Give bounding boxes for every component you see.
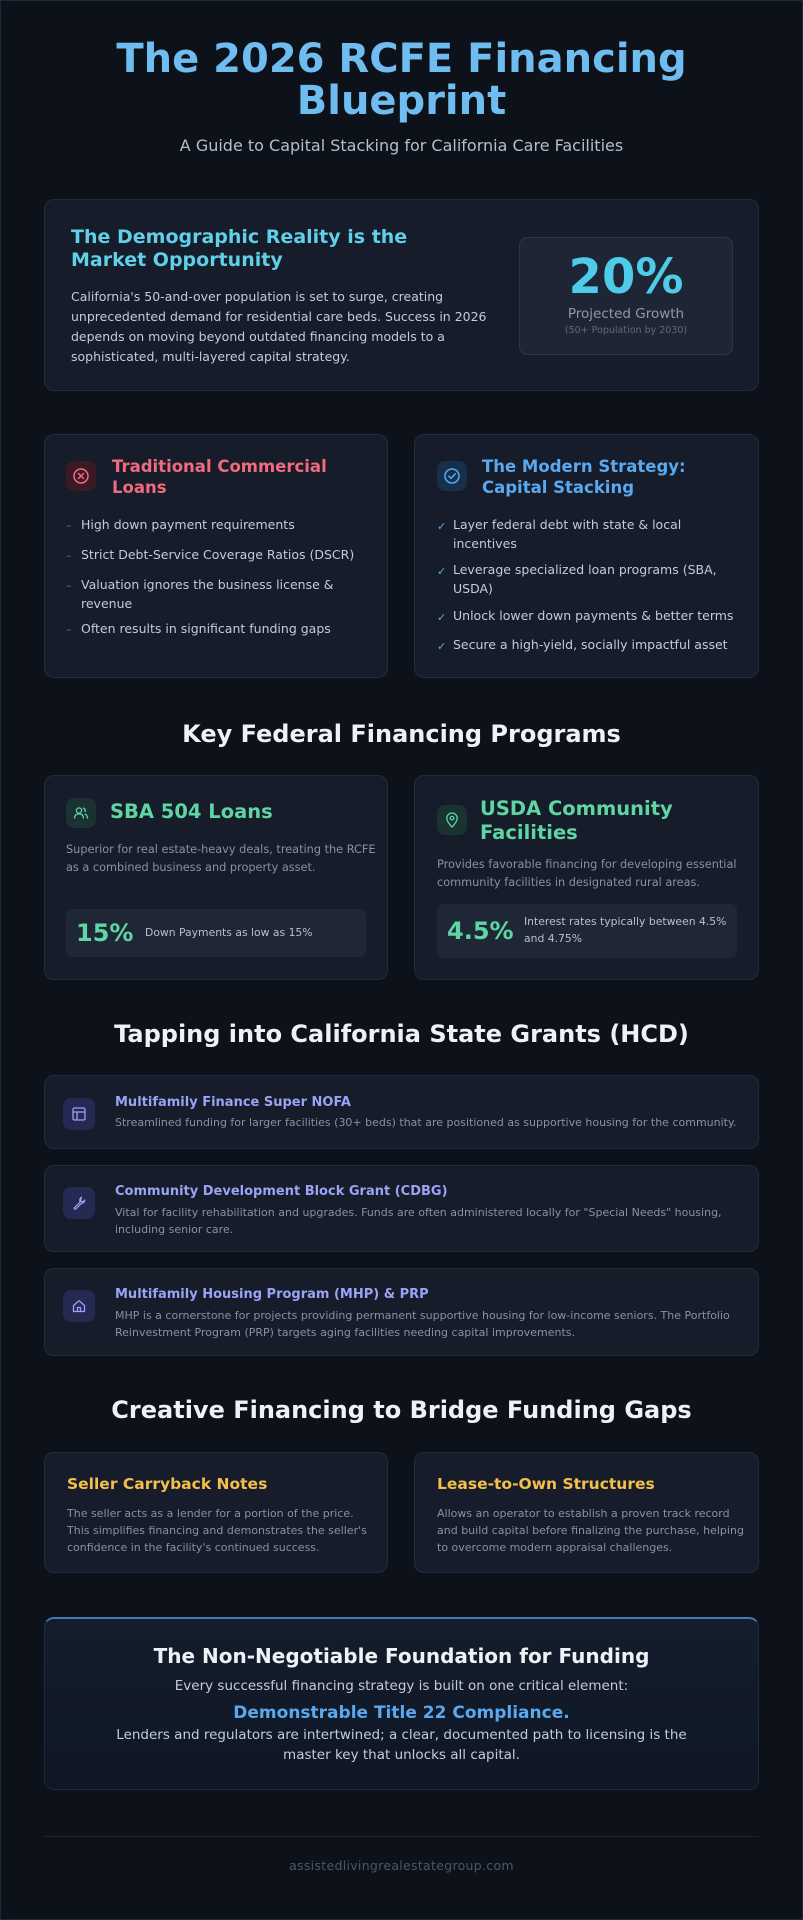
- foundation-body: Lenders and regulators are intertwined; a clear, documented path to licensing is the master key that unlocks all capital.: [116, 1727, 687, 1763]
- list-item: ✓ Layer federal debt with state & local incentives: [437, 517, 682, 551]
- seller-carryback-card: [44, 1452, 388, 1573]
- list-item: ✓ Secure a high-yield, socially impactful asset: [437, 637, 728, 653]
- seller-heading: Seller Carryback Notes: [67, 1475, 268, 1493]
- usda-stat-value: 4.5%: [447, 917, 514, 945]
- usda-body: Provides favorable financing for developing essential community facilities in designated rural areas.: [437, 858, 737, 889]
- super-nofa-title: Multifamily Finance Super NOFA: [115, 1095, 351, 1110]
- cdbg-title: Community Development Block Grant (CDBG): [115, 1184, 448, 1199]
- lease-heading: Lease-to-Own Structures: [437, 1475, 655, 1493]
- projected-growth-stat: [519, 237, 733, 355]
- list-item: – Valuation ignores the business license & revenue: [66, 577, 334, 611]
- list-item: – Strict Debt-Service Coverage Ratios (DSCR): [66, 547, 355, 562]
- wrench-icon: [63, 1187, 95, 1219]
- foundation-heading: The Non-Negotiable Foundation for Funding: [153, 1644, 650, 1668]
- list-item: ✓ Leverage specialized loan programs (SBA, USDA): [437, 562, 717, 596]
- layout-icon: [63, 1098, 95, 1130]
- usda-stat-label: Interest rates typically between 4.5% and 4.75%: [524, 915, 727, 945]
- stat-label: Projected Growth: [567, 306, 685, 322]
- sba-stat-label: Down Payments as low as 15%: [145, 926, 313, 939]
- state-section-title: Tapping into California State Grants (HCD): [114, 1020, 689, 1048]
- check-circle-icon: [437, 461, 467, 491]
- list-item: ✓ Unlock lower down payments & better terms: [437, 608, 734, 624]
- lease-body: Allows an operator to establish a proven track record and build capital before finalizing the purchase, helping to overcome modern appraisal challenges.: [437, 1507, 744, 1554]
- foundation-card: [44, 1617, 759, 1790]
- users-icon: [66, 798, 96, 828]
- sba-504-card: [44, 775, 388, 980]
- lease-to-own-card: [414, 1452, 759, 1573]
- page-subtitle: A Guide to Capital Stacking for California Care Facilities: [179, 136, 624, 155]
- demographic-heading: The Demographic Reality is the Market Opportunity: [71, 226, 408, 271]
- footer-link[interactable]: assistedlivingrealestategroup.com: [289, 1858, 514, 1873]
- footer-divider: [44, 1836, 759, 1837]
- modern-heading: The Modern Strategy: Capital Stacking: [482, 457, 686, 497]
- modern-strategy-card: [414, 434, 759, 678]
- cdbg-card: [44, 1165, 759, 1252]
- cdbg-desc: Vital for facility rehabilitation and upgrades. Funds are often administered locally for "Special Needs" housing, including senior care.: [115, 1206, 722, 1236]
- usda-card: [414, 775, 759, 980]
- list-item: – High down payment requirements: [66, 517, 295, 532]
- stat-value: 20%: [568, 249, 684, 305]
- list-item: – Often results in significant funding gaps: [66, 621, 331, 636]
- super-nofa-desc: Streamlined funding for larger facilities (30+ beds) that are positioned as supportive housing for the community.: [115, 1116, 737, 1129]
- demographic-card: [44, 199, 759, 391]
- stat-sublabel: (50+ Population by 2030): [564, 325, 688, 336]
- usda-stat: [437, 904, 737, 958]
- mhp-desc: MHP is a cornerstone for projects providing permanent supportive housing for low-income seniors. The Portfolio Reinvestment Program (PRP) targets aging facilities needing capital improvements.: [115, 1309, 730, 1339]
- sba-body: Superior for real estate-heavy deals, treating the RCFE as a combined business and property asset.: [66, 843, 376, 874]
- foundation-intro: Every successful financing strategy is built on one critical element:: [174, 1678, 629, 1694]
- mhp-title: Multifamily Housing Program (MHP) & PRP: [115, 1287, 429, 1302]
- page-title: The 2026 RCFE Financing Blueprint: [116, 36, 687, 124]
- x-circle-icon: [66, 461, 96, 491]
- foundation-highlight: Demonstrable Title 22 Compliance.: [233, 1703, 570, 1723]
- traditional-heading: Traditional Commercial Loans: [112, 457, 327, 497]
- seller-body: The seller acts as a lender for a portion of the price. This simplifies financing and demonstrates the seller's confidence in the facility's continued success.: [67, 1507, 367, 1554]
- home-icon: [63, 1290, 95, 1322]
- sba-stat: [66, 909, 366, 957]
- mhp-prp-card: [44, 1268, 759, 1356]
- sba-heading: SBA 504 Loans: [110, 800, 273, 823]
- map-pin-icon: [437, 805, 467, 835]
- federal-section-title: Key Federal Financing Programs: [182, 720, 621, 748]
- traditional-loans-card: [44, 434, 388, 678]
- usda-heading: USDA Community Facilities: [480, 797, 673, 844]
- sba-stat-value: 15%: [76, 919, 134, 947]
- demographic-body: California's 50-and-over population is set to surge, creating unprecedented demand for residential care beds. Success in 2026 depends on moving beyond outdated financing models to a sophisticated, multi-layered capital strategy.: [71, 289, 487, 364]
- creative-section-title: Creative Financing to Bridge Funding Gaps: [111, 1396, 692, 1424]
- super-nofa-card: [44, 1075, 759, 1149]
